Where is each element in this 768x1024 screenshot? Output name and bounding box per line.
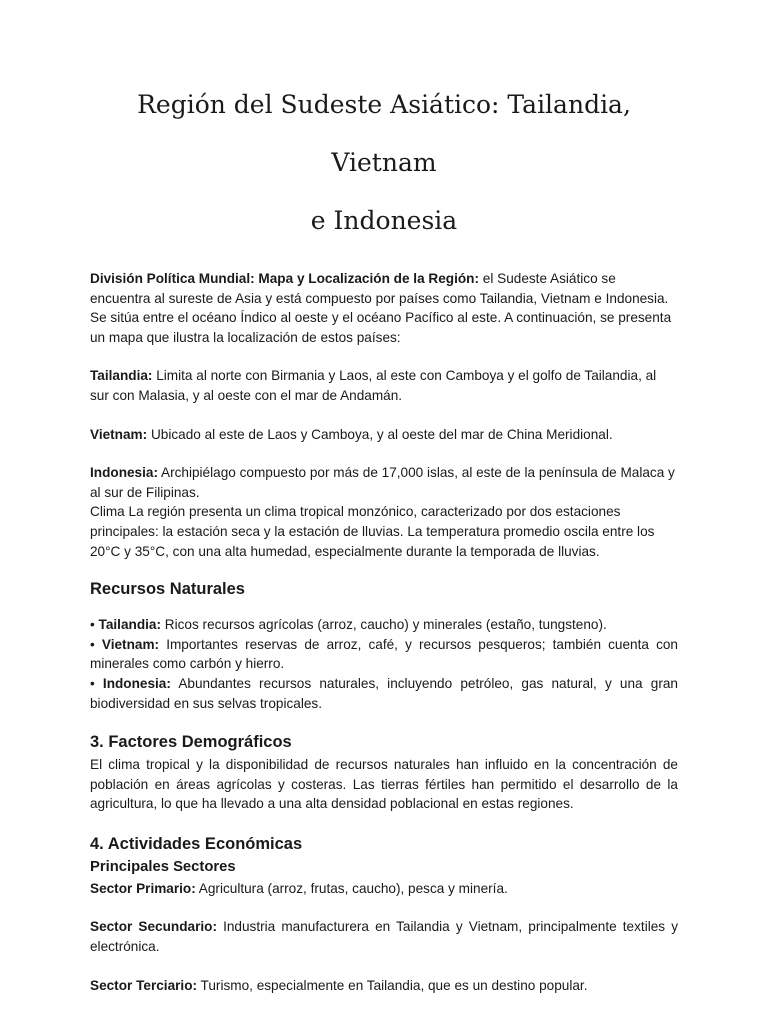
indonesia-paragraph (90, 463, 678, 502)
recurso-label: Tailandia: (98, 617, 161, 633)
intro-text: el Sudeste Asiático se encuentra al sureste de Asia y está compuesto por países como Tailandia, Vietnam e Indonesia. Se sitúa entre el océano Índico al oeste y el océano Pacífico al este. A continuación, se presenta un mapa que ilustra la localización de estos países: (90, 271, 672, 345)
recurso-item-indonesia (90, 674, 678, 713)
demograficos-heading: 3. Factores Demográficos (90, 733, 292, 752)
sector-primario-label: Sector Primario: (90, 880, 196, 896)
sector-terciario (90, 976, 678, 996)
recurso-label: Indonesia: (102, 675, 171, 691)
sector-primario-text: Agricultura (arroz, frutas, caucho), pesca y minería. (195, 880, 508, 896)
vietnam-label: Vietnam: (90, 426, 148, 442)
tailandia-text: Limita al norte con Birmania y Laos, al este con Camboya y el golfo de Tailandia, al sur con Malasia, y al oeste con el mar de Andamán. (90, 368, 657, 403)
recursos-heading: Recursos Naturales (90, 580, 245, 599)
bullet: • (90, 617, 99, 633)
recurso-item-vietnam (90, 635, 678, 674)
recurso-text: Importantes reservas de arroz, café, y recursos pesqueros; también cuenta con minerales como carbón y hierro. (90, 636, 678, 672)
title-line-2: e Indonesia (310, 206, 458, 235)
clima-paragraph: Clima La región presenta un clima tropical monzónico, caracterizado por dos estaciones principales: la estación seca y la estación de lluvias. La temperatura promedio oscila entre los 20°C y 35°C, con una alta humedad, especialmente durante la temporada de lluvias. (90, 504, 655, 559)
recurso-label: Vietnam: (101, 636, 160, 652)
document-page (90, 0, 678, 995)
vietnam-text: Ubicado al este de Laos y Camboya, y al oeste del mar de China Meridional. (147, 426, 613, 442)
sector-primario (90, 879, 678, 899)
tailandia-paragraph (90, 366, 678, 405)
indonesia-text: Archipiélago compuesto por más de 17,000 islas, al este de la península de Malaca y al sur de Filipinas. (90, 465, 675, 500)
recurso-item-tailandia (90, 615, 678, 635)
sector-terciario-text: Turismo, especialmente en Tailandia, que es un destino popular. (197, 977, 588, 993)
bullet: • (90, 675, 103, 691)
recurso-text: Ricos recursos agrícolas (arroz, caucho) y minerales (estaño, tungsteno). (161, 617, 607, 633)
sector-secundario-text: Industria manufacturera en Tailandia y Vietnam, principalmente textiles y electrónica. (90, 919, 678, 955)
demograficos-paragraph: El clima tropical y la disponibilidad de recursos naturales han influido en la concentración de población en áreas agrícolas y costeras. Las tierras fértiles han permitido el desarrollo de la agricultura, lo que ha llevado a una alta densidad poblacional en estas regiones. (90, 757, 678, 812)
recurso-text: Abundantes recursos naturales, incluyendo petróleo, gas natural, y una gran biodiversidad en sus selvas tropicales. (90, 675, 678, 711)
vietnam-paragraph (90, 425, 678, 445)
intro-paragraph (90, 269, 678, 347)
bullet: • (90, 636, 102, 652)
sector-secundario (90, 917, 678, 956)
title-line-1: Región del Sudeste Asiático: Tailandia, Vietnam (137, 90, 631, 177)
recursos-list (90, 615, 678, 713)
sector-terciario-label: Sector Terciario: (90, 977, 198, 993)
sectores-subheading: Principales Sectores (90, 858, 236, 875)
sector-secundario-label: Sector Secundario: (90, 919, 217, 935)
indonesia-label: Indonesia: (90, 465, 158, 481)
intro-label: División Política Mundial: Mapa y Localización de la Región: (90, 271, 479, 286)
tailandia-label: Tailandia: (90, 368, 153, 384)
actividades-heading: 4. Actividades Económicas (90, 834, 303, 853)
page-title (90, 0, 678, 250)
